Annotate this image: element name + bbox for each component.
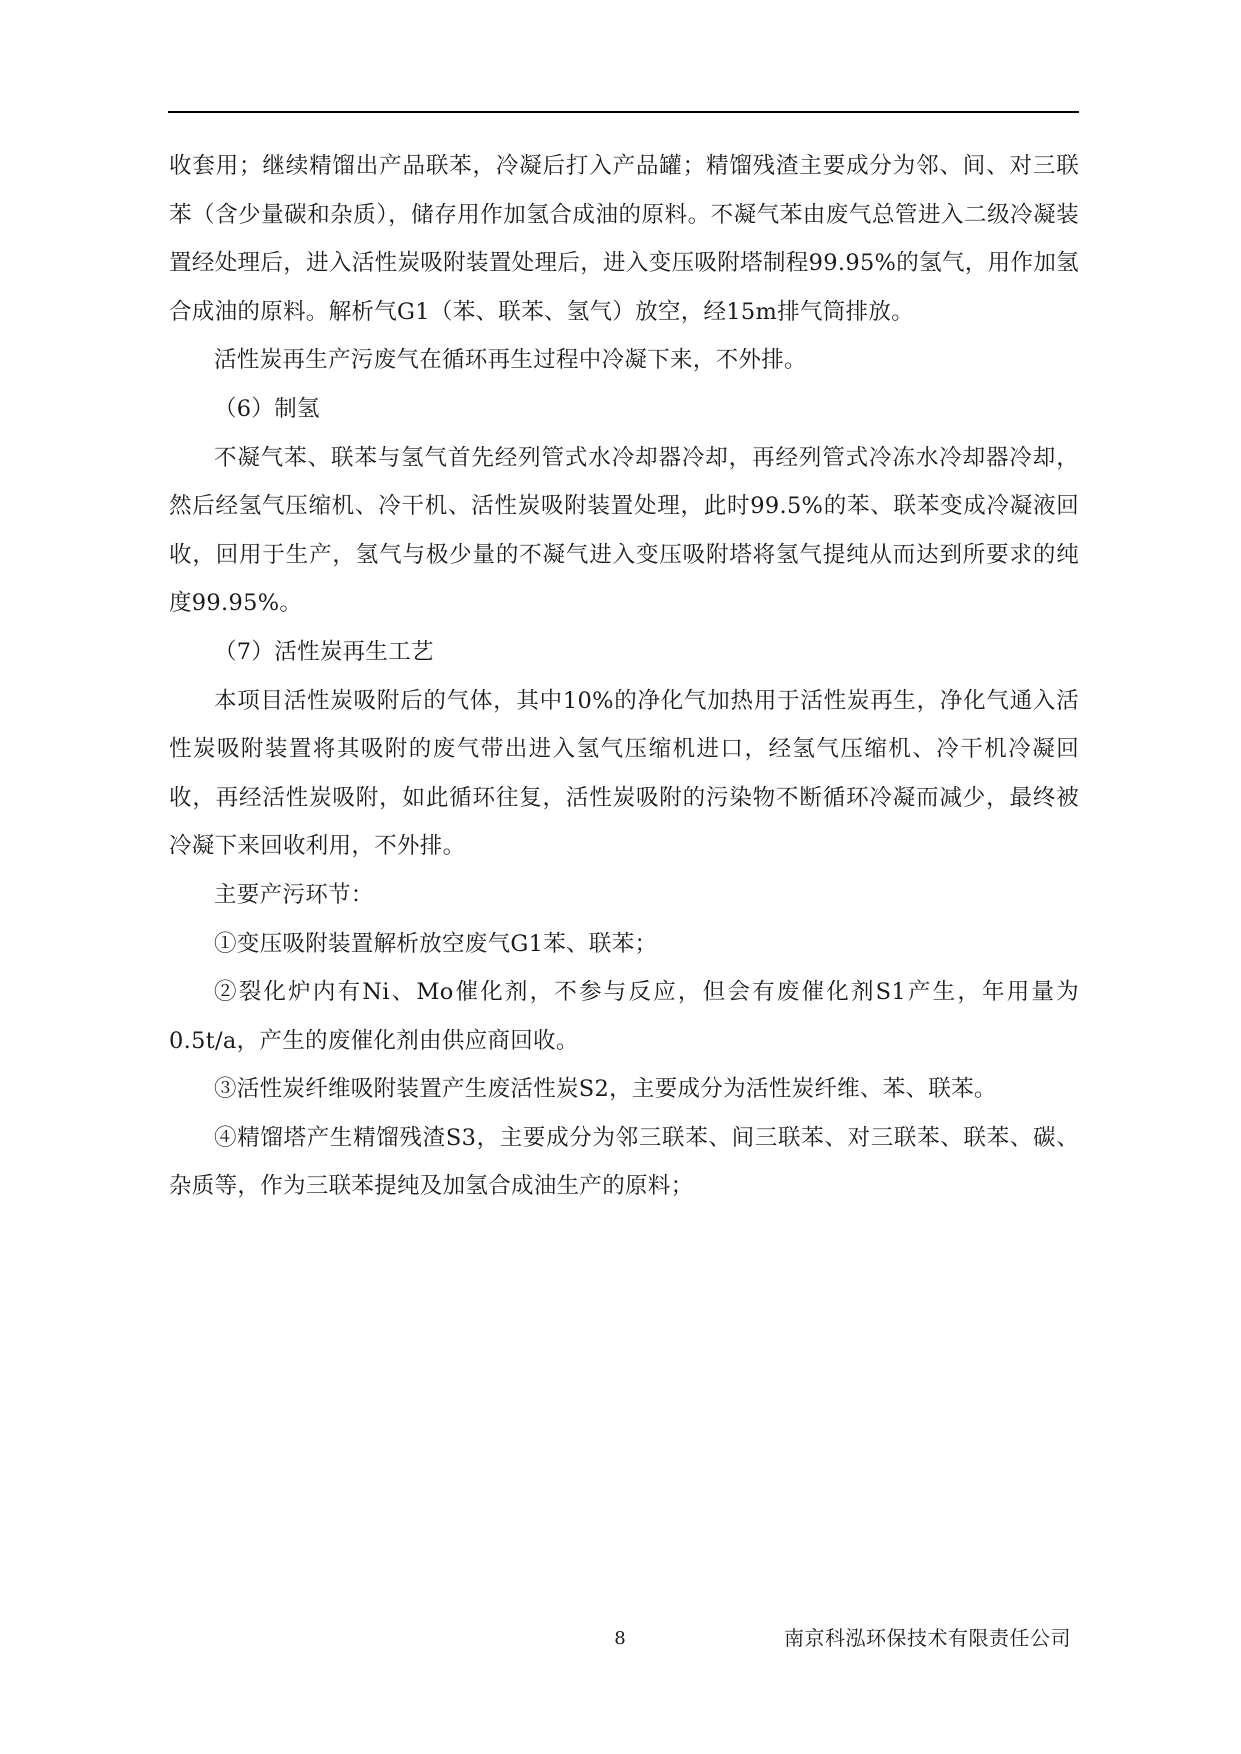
paragraph-intro-continuation: 收套用；继续精馏出产品联苯，冷凝后打入产品罐；精馏残渣主要成分为邻、间、对三联苯（含少量碳和杂质），储存用作加氢合成油的原料。不凝气苯由废气总管进入二级冷凝装置经处理后，进入活性炭吸附装置处理后，进入变压吸附塔制程99.95%的氢气，用作加氢合成油的原料。解析气G1（苯、联苯、氢气）放空，经15m排气筒排放。: [169, 153, 1079, 325]
page-number: 8: [614, 1628, 626, 1649]
section-heading-carbon-regeneration: （7）活性炭再生工艺: [214, 638, 434, 665]
paragraph-hydrogen-production: 不凝气苯、联苯与氢气首先经列管式水冷却器冷却，再经列管式冷冻水冷却器冷却，然后经氢气压缩机、冷干机、活性炭吸附装置处理，此时99.5%的苯、联苯变成冷凝液回收，回用于生产，氢气与极少量的不凝气进入变压吸附塔将氢气提纯从而达到所要求的纯度99.95%。: [169, 444, 1079, 617]
section-heading-hydrogen: （6）制氢: [214, 395, 320, 422]
paragraph-carbon-regeneration-gas: 活性炭再生产污废气在循环再生过程中冷凝下来，不外排。: [214, 347, 807, 374]
body-text: [169, 142, 1079, 1211]
paragraph-carbon-regeneration-process: 本项目活性炭吸附后的气体，其中10%的净化气加热用于活性炭再生，净化气通入活性炭吸附装置将其吸附的废气带出进入氢气压缩机进口，经氢气压缩机、冷干机冷凝回收，再经活性炭吸附，如此循环往复，活性炭吸附的污染物不断循环冷凝而减少，最终被冷凝下来回收利用，不外排。: [169, 687, 1079, 860]
list-item-pollution-2: ②裂化炉内有Ni、Mo催化剂，不参与反应，但会有废催化剂S1产生，年用量为0.5t/a，产生的废催化剂由供应商回收。: [169, 979, 1079, 1054]
list-item-pollution-3: ③活性炭纤维吸附装置产生废活性炭S2，主要成分为活性炭纤维、苯、联苯。: [214, 1076, 997, 1103]
footer-company-name: 南京科泓环保技术有限责任公司: [784, 1626, 1071, 1650]
list-item-pollution-4: ④精馏塔产生精馏残渣S3，主要成分为邻三联苯、间三联苯、对三联苯、联苯、碳、杂质等，作为三联苯提纯及加氢合成油生产的原料；: [169, 1124, 1079, 1200]
header-rule: [168, 111, 1079, 113]
list-item-pollution-1: ①变压吸附装置解析放空废气G1苯、联苯；: [214, 930, 658, 957]
heading-pollution-sources: 主要产污环节：: [214, 881, 374, 908]
